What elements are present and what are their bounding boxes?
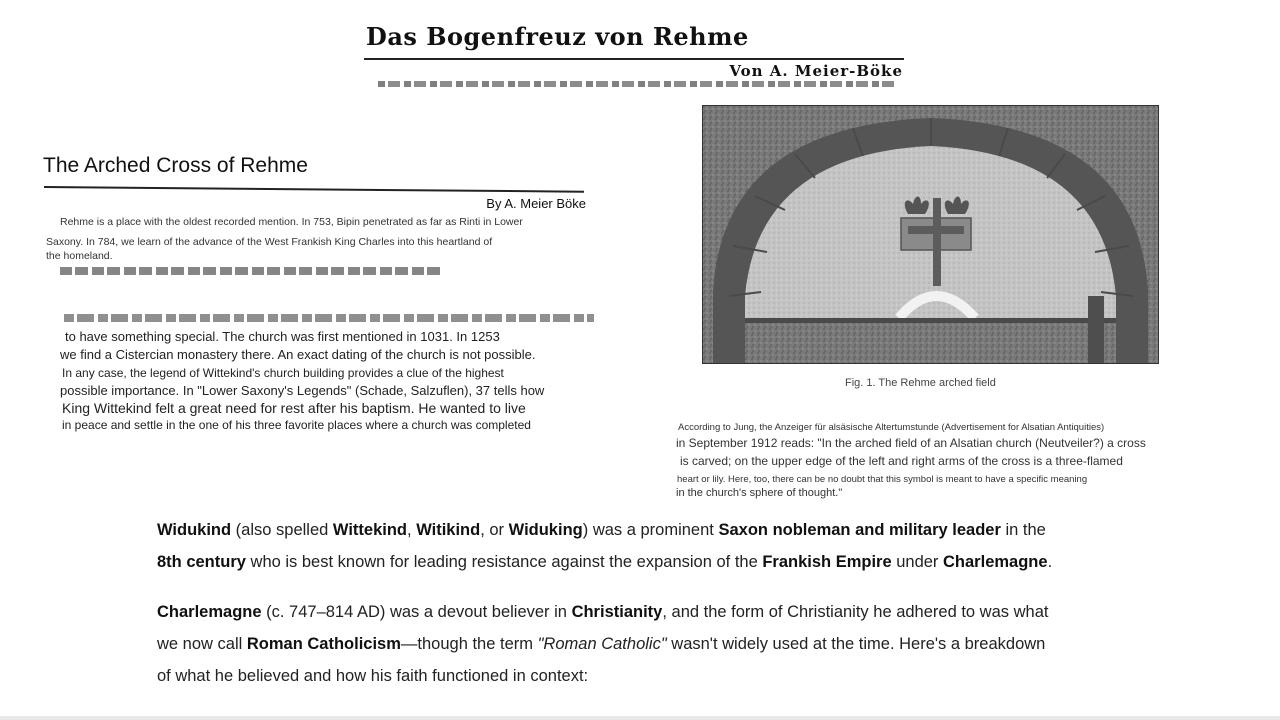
charlemagne-paragraph bbox=[157, 596, 1057, 692]
text-run: in the bbox=[1000, 521, 1046, 539]
term-witikind: Witikind bbox=[416, 521, 481, 539]
paragraph-line: According to Jung, the Anzeiger für alsäsische Altertumstunde (Advertisement for Alsatian Antiquities) bbox=[678, 422, 1105, 433]
bottom-edge-strip bbox=[0, 716, 1280, 720]
body-line: King Wittekind felt a great need for rest after his baptism. He wanted to live bbox=[62, 400, 526, 416]
text-run: (also spelled bbox=[231, 521, 333, 539]
term-roman-catholic: "Roman Catholic" bbox=[537, 635, 667, 653]
article-body-fragment bbox=[56, 312, 616, 434]
body-line: possible importance. In "Lower Saxony's Legends" (Schade, Salzuflen), 37 tells how bbox=[60, 383, 545, 398]
term-8th-century: 8th century bbox=[157, 553, 246, 571]
paragraph-line: heart or lily. Here, too, there can be no doubt that this symbol is meant to have a specific meaning bbox=[677, 474, 1088, 485]
arched-field-photo bbox=[702, 105, 1159, 364]
body-line: in peace and settle in the one of his three favorite places where a church was completed bbox=[62, 418, 531, 432]
body-cut-text-line bbox=[64, 314, 594, 322]
german-cut-text-line bbox=[378, 81, 898, 87]
intro-line: Saxony. In 784, we learn of the advance of the West Frankish King Charles into this heartland of bbox=[46, 236, 493, 248]
text-run: —though the term bbox=[400, 635, 538, 653]
body-line: In any case, the legend of Wittekind's church building provides a clue of the highest bbox=[62, 366, 504, 380]
term-widukind: Widukind bbox=[157, 521, 232, 539]
article-title: The Arched Cross of Rehme bbox=[43, 154, 308, 177]
term-charlemagne: Charlemagne bbox=[943, 553, 1048, 571]
english-heading-block bbox=[40, 150, 600, 275]
intro-line: the homeland. bbox=[46, 250, 113, 262]
main-explanation bbox=[157, 514, 1057, 692]
text-run: (c. 747–814 AD) was a devout believer in bbox=[261, 603, 572, 621]
widukind-paragraph bbox=[157, 514, 1057, 578]
text-run: who is best known for leading resistance against the expansion of the bbox=[245, 553, 763, 571]
text-run: , and the form of Christianity he adhered to was what we now call bbox=[157, 603, 1049, 653]
text-run: under bbox=[891, 553, 944, 571]
paragraph-line: in the church's sphere of thought." bbox=[676, 487, 843, 499]
body-line: we find a Cistercian monastery there. An exact dating of the church is not possible. bbox=[60, 347, 536, 362]
term-saxon-leader: Saxon nobleman and military leader bbox=[718, 521, 1001, 539]
paragraph-line: is carved; on the upper edge of the left and right arms of the cross is a three-flamed bbox=[680, 454, 1123, 468]
text-run: , or bbox=[480, 521, 509, 539]
article-title-rule bbox=[44, 186, 584, 193]
text-run: , bbox=[407, 521, 417, 539]
intro-line: Rehme is a place with the oldest recorded mention. In 753, Bipin penetrated as far as Rinti in Lower bbox=[60, 216, 523, 228]
article-author: By A. Meier Böke bbox=[486, 196, 586, 211]
german-title-rule bbox=[364, 58, 904, 60]
term-wittekind: Wittekind bbox=[332, 521, 408, 539]
text-run: . bbox=[1047, 553, 1053, 571]
body-line: to have something special. The church was first mentioned in 1031. In 1253 bbox=[65, 329, 500, 344]
text-run: wasn't widely used at the time. Here's a breakdown of what he believed and how his faith functioned in context: bbox=[157, 635, 1046, 685]
term-roman-catholicism: Roman Catholicism bbox=[246, 635, 401, 653]
term-charlemagne: Charlemagne bbox=[157, 603, 262, 621]
german-scan-header bbox=[364, 18, 909, 90]
figure-caption: Fig. 1. The Rehme arched field bbox=[845, 377, 996, 389]
term-frankish-empire: Frankish Empire bbox=[762, 553, 892, 571]
term-christianity: Christianity bbox=[571, 603, 663, 621]
text-run: ) was a prominent bbox=[582, 521, 719, 539]
german-title: Das Bogenfreuz von Rehme bbox=[366, 22, 749, 51]
paragraph-line: in September 1912 reads: "In the arched field of an Alsatian church (Neutveiler?) a cross bbox=[676, 436, 1146, 450]
arched-field-drawing bbox=[703, 106, 1158, 363]
term-widuking: Widuking bbox=[508, 521, 583, 539]
jung-quote-paragraph bbox=[676, 420, 1236, 505]
cut-text-line bbox=[60, 267, 440, 275]
german-author: Von A. Meier-Böke bbox=[729, 62, 903, 80]
